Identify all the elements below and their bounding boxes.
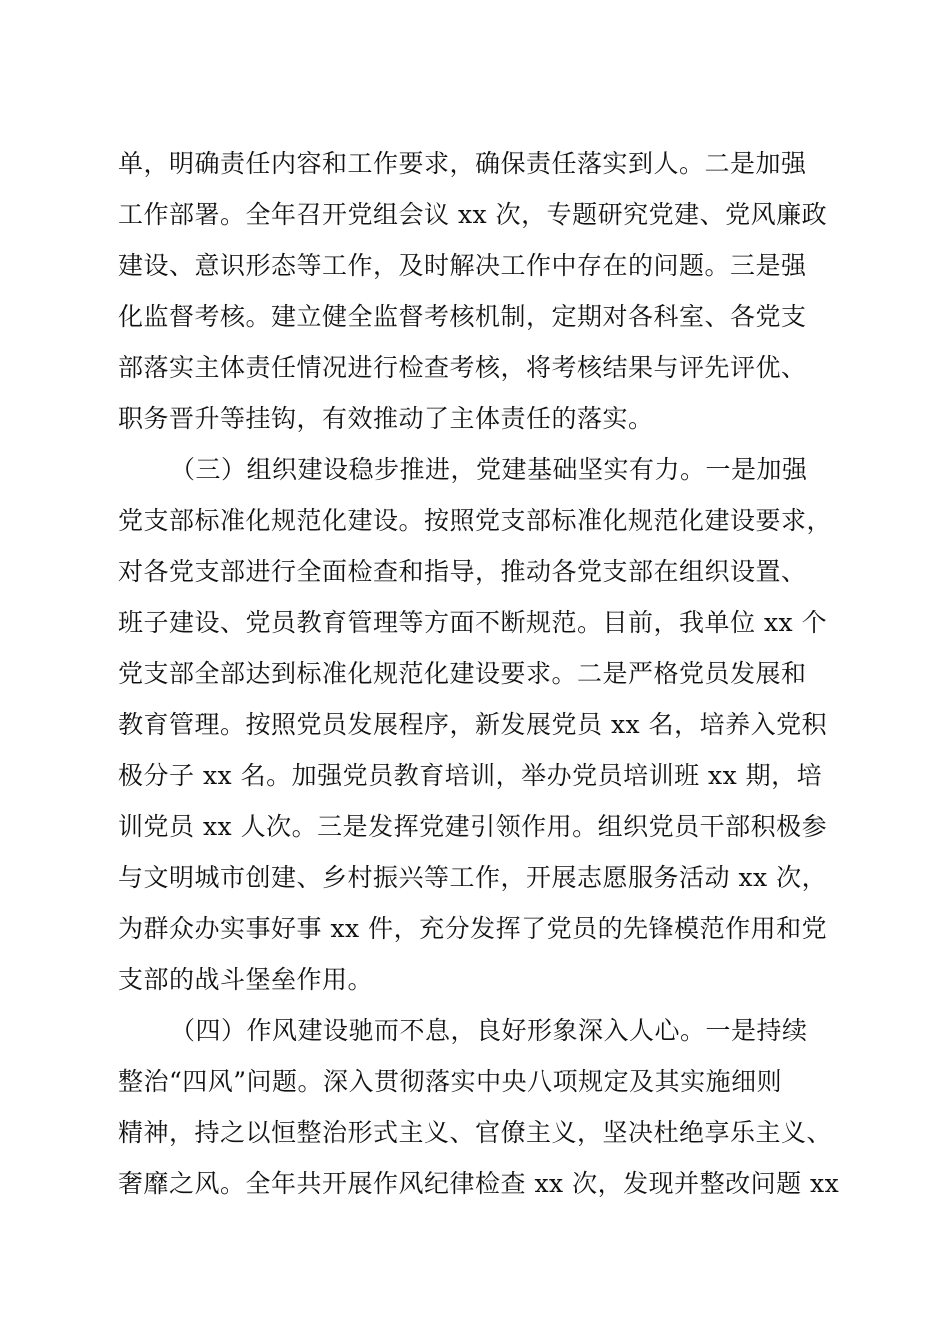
section-heading-line: （三）组织建设稳步推进，党建基础坚实有力。一是加强 bbox=[170, 455, 808, 484]
text-line: 党支部标准化规范化建设。按照党支部标准化规范化建设要求， bbox=[118, 506, 833, 535]
text-line: 整治“四风”问题。深入贯彻落实中央八项规定及其实施细则 bbox=[118, 1067, 783, 1096]
text-line: 单，明确责任内容和工作要求，确保责任落实到人。二是加强 bbox=[118, 149, 807, 178]
body-text bbox=[118, 138, 838, 1209]
text-line: 对各党支部进行全面检查和指导，推动各党支部在组织设置、 bbox=[118, 557, 807, 586]
text-line: 工作部署。全年召开党组会议 xx 次，专题研究党建、党风廉政 bbox=[118, 200, 828, 229]
text-line: 为群众办实事好事 xx 件，充分发挥了党员的先锋模范作用和党 bbox=[118, 914, 828, 943]
text-line: 与文明城市创建、乡村振兴等工作，开展志愿服务活动 xx 次， bbox=[118, 863, 828, 892]
text-line: 支部的战斗堡垒作用。 bbox=[118, 965, 374, 994]
text-line: 部落实主体责任情况进行检查考核，将考核结果与评先评优、 bbox=[118, 353, 807, 382]
text-line: 化监督考核。建立健全监督考核机制，定期对各科室、各党支 bbox=[118, 302, 807, 331]
text-line: 党支部全部达到标准化规范化建设要求。二是严格党员发展和 bbox=[118, 659, 807, 688]
section-heading-line: （四）作风建设驰而不息，良好形象深入人心。一是持续 bbox=[170, 1016, 808, 1045]
text-line: 精神，持之以恒整治形式主义、官僚主义，坚决杜绝享乐主义、 bbox=[118, 1118, 833, 1147]
text-line: 职务晋升等挂钩，有效推动了主体责任的落实。 bbox=[118, 404, 654, 433]
text-line: 极分子 xx 名。加强党员教育培训，举办党员培训班 xx 期，培 bbox=[118, 761, 823, 790]
text-line: 教育管理。按照党员发展程序，新发展党员 xx 名，培养入党积 bbox=[118, 710, 828, 739]
text-line: 班子建设、党员教育管理等方面不断规范。目前，我单位 xx 个 bbox=[118, 608, 828, 637]
text-line: 建设、意识形态等工作，及时解决工作中存在的问题。三是强 bbox=[118, 251, 807, 280]
text-line: 奢靡之风。全年共开展作风纪律检查 xx 次，发现并整改问题 xx bbox=[118, 1169, 840, 1198]
text-line: 训党员 xx 人次。三是发挥党建引领作用。组织党员干部积极参 bbox=[118, 812, 828, 841]
